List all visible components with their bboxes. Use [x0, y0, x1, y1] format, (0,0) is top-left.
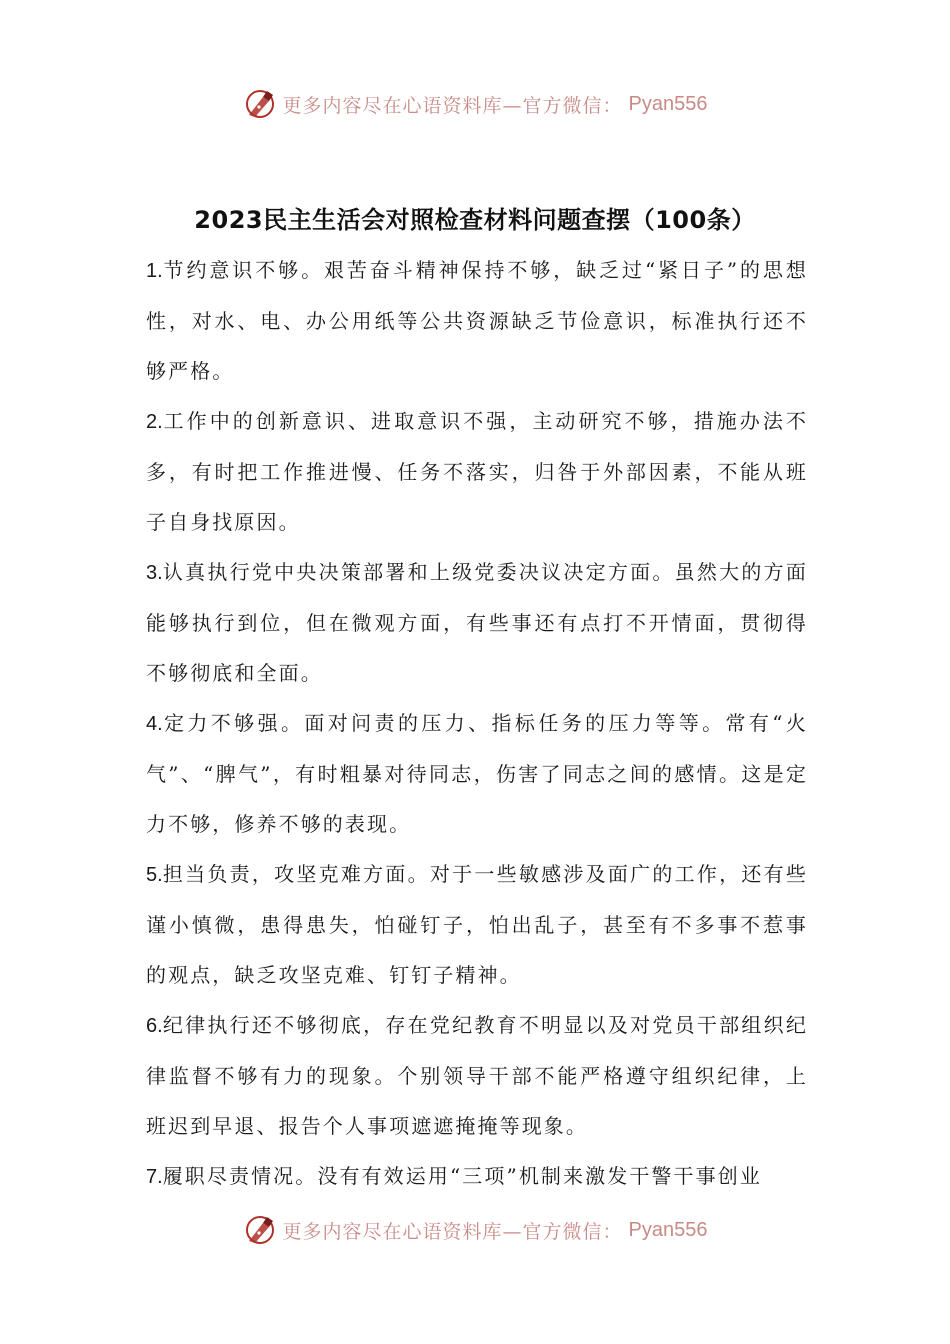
document-body [146, 245, 808, 1202]
watermark-text: 更多内容尽在心语资料库—官方微信： [282, 1220, 623, 1243]
page-title: 2023民主生活会对照检查材料问题查摆（100条） [194, 206, 756, 234]
item-number: 3. [146, 562, 163, 584]
item-text: 认真执行党中央决策部署和上级党委决议决定方面。虽然大的方面能够执行到位，但在微观方面，有些事还有点打不开情面，贯彻得不够彻底和全面。 [146, 560, 808, 685]
list-item [146, 396, 808, 547]
list-item [146, 698, 808, 849]
watermark-wechat-id: Pyan556 [628, 92, 708, 115]
item-text: 节约意识不够。艰苦奋斗精神保持不够，缺乏过“紧日子”的思想性，对水、电、办公用纸等公共资源缺乏节俭意识，标准执行还不够严格。 [146, 258, 808, 383]
list-item [146, 849, 808, 1000]
footer-watermark [0, 1210, 950, 1250]
watermark-wechat-id: Pyan556 [628, 1218, 708, 1241]
item-text: 工作中的创新意识、进取意识不强，主动研究不够，措施办法不多，有时把工作推进慢、任务不落实，归咎于外部因素，不能从班子自身找原因。 [146, 409, 808, 534]
item-number: 2. [146, 411, 163, 433]
item-text: 纪律执行还不够彻底，存在党纪教育不明显以及对党员干部组织纪律监督不够有力的现象。个别领导干部不能严格遵守组织纪律，上班迟到早退、报告个人事项遮遮掩掩等现象。 [146, 1013, 808, 1138]
list-item [146, 1151, 808, 1202]
list-item [146, 1000, 808, 1151]
watermark-text: 更多内容尽在心语资料库—官方微信： [282, 94, 623, 117]
item-number: 5. [146, 864, 163, 886]
item-number: 4. [146, 713, 163, 735]
header-watermark [0, 84, 950, 124]
item-text: 履职尽责情况。没有有效运用“三项”机制来激发干警干事创业 [162, 1164, 762, 1188]
item-number: 7. [146, 1166, 163, 1188]
item-number: 6. [146, 1015, 163, 1037]
pen-nib-logo-icon [243, 87, 277, 121]
pen-nib-logo-icon [243, 1213, 277, 1247]
list-item [146, 547, 808, 698]
item-text: 担当负责，攻坚克难方面。对于一些敏感涉及面广的工作，还有些谨小慎微，患得患失，怕碰钉子，怕出乱子，甚至有不多事不惹事的观点，缺乏攻坚克难、钉钉子精神。 [146, 862, 808, 987]
list-item [146, 245, 808, 396]
item-number: 1. [146, 260, 163, 282]
item-text: 定力不够强。面对问责的压力、指标任务的压力等等。常有“火气”、“脾气”，有时粗暴对待同志，伤害了同志之间的感情。这是定力不够，修养不够的表现。 [146, 711, 808, 836]
